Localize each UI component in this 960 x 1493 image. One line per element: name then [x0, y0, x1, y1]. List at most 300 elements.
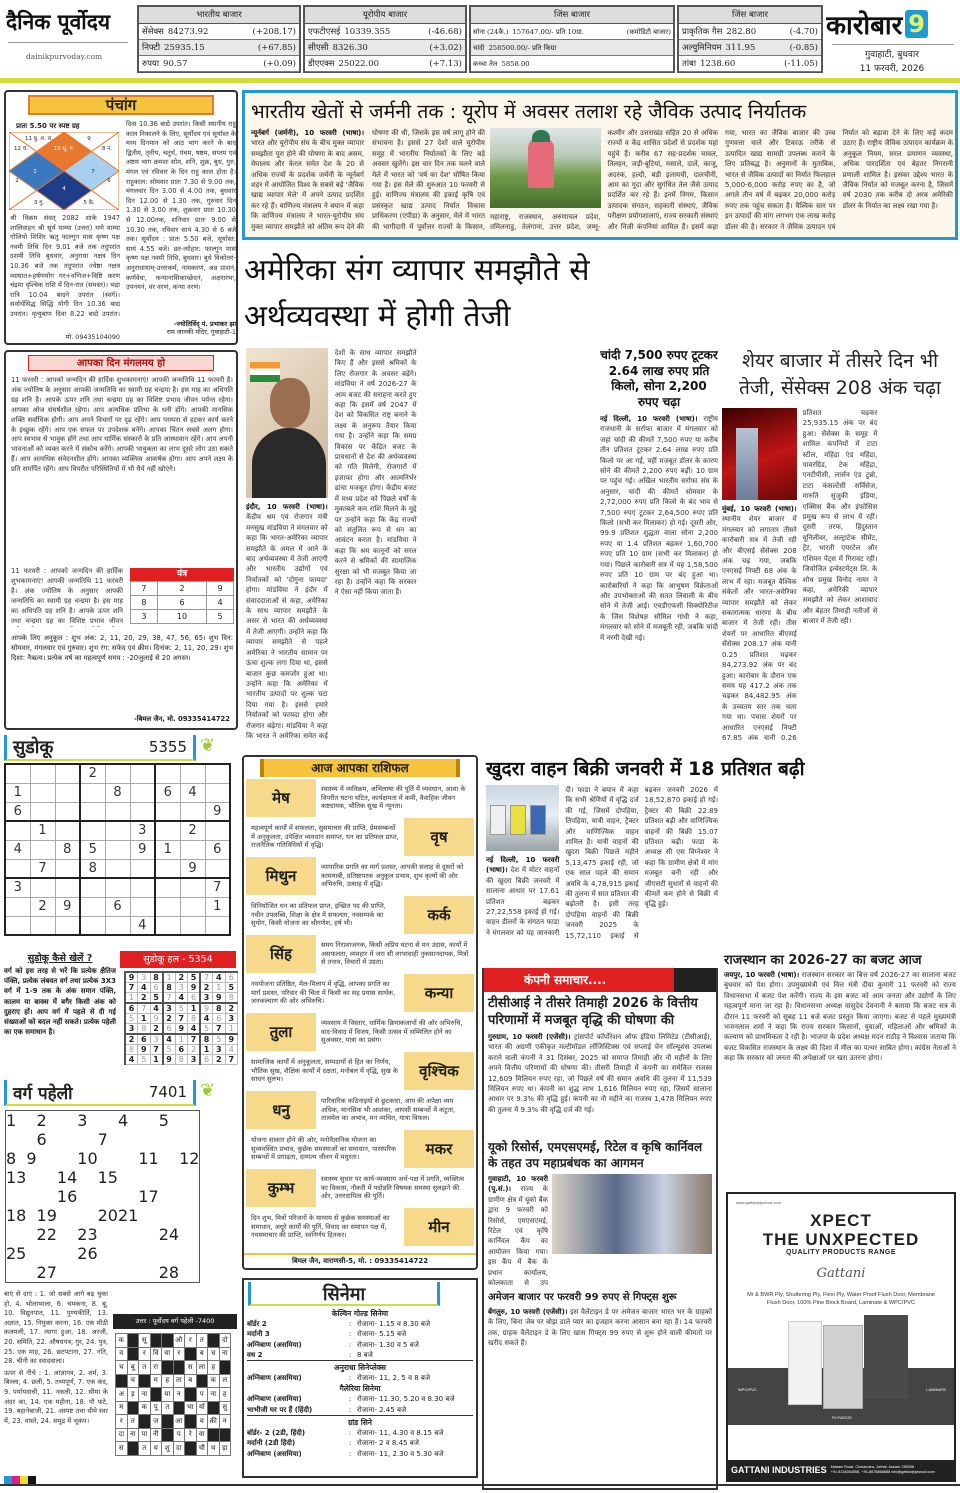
rashi-text: स्वास्थ्य में व्यतिक्रम, अभिलाषा की पूर्ति में व्यवधान, आशा के विपरीत घटना घटित, कार्यक्षमता में कमी, वैवाहिक जीवन कष्टदायक, भौतिक सुख में न्यूनता। [316, 784, 474, 812]
answer-block [116, 1374, 128, 1388]
rashifal-box [242, 755, 478, 1270]
crossword-block [179, 1130, 200, 1149]
solution-cell: 8 [213, 1003, 226, 1014]
crossword-cell[interactable] [37, 1244, 57, 1263]
crossword-answer-grid [115, 1333, 231, 1456]
vahan-dateline: नई दिल्ली, 10 फरवरी (भाषा)। [486, 856, 560, 875]
show-times: रोजाना- 2 व 8.45 बजे [357, 1439, 419, 1448]
company-section-title: कंपनी समाचार.... [484, 968, 716, 992]
sudoku-cell[interactable] [105, 821, 130, 840]
crossword-cell[interactable] [77, 1263, 97, 1283]
crossword-cell[interactable]: 8 [6, 1149, 17, 1168]
sudoku-cell[interactable]: 4 [5, 840, 30, 859]
market-title: भारतीय बाजार [139, 7, 299, 24]
answer-cell: क [139, 1401, 151, 1415]
sudoku-cell[interactable] [155, 878, 180, 897]
rajasthan-headline: राजस्थान का 2026-27 का बजट आज [724, 953, 922, 968]
gattani-advertisement[interactable] [726, 1192, 956, 1482]
solution-cell: 9 [175, 1024, 188, 1035]
market-value: 84273.92 [167, 27, 209, 37]
sudoku-cell[interactable] [55, 764, 80, 783]
sudoku-cell[interactable]: 2 [180, 821, 205, 840]
date: 11 फरवरी, 2026 [859, 64, 925, 74]
crossword-cell[interactable]: 16 [56, 1187, 78, 1206]
crossword-cell[interactable] [6, 1263, 27, 1283]
jaivik-headline: भारतीय खेतों से जर्मनी तक : यूरोप में अवसर तलाश रहे जैविक उत्पाद निर्यातक [251, 100, 807, 123]
crossword-cell[interactable] [26, 1187, 36, 1206]
answer-cell: स [116, 1442, 128, 1456]
sudoku-cell[interactable] [205, 821, 230, 840]
sudoku-cell[interactable]: 1 [205, 897, 230, 916]
crossword-cell[interactable] [6, 1225, 27, 1244]
crossword-cell[interactable]: 22 [36, 1225, 57, 1244]
sudoku-cell[interactable]: 7 [30, 859, 55, 878]
crossword-cell[interactable]: 23 [77, 1225, 98, 1244]
rashi-item [246, 779, 474, 817]
crossword-cell[interactable] [37, 1168, 57, 1187]
sudoku-cell[interactable] [30, 764, 55, 783]
sudoku-cell[interactable] [55, 821, 80, 840]
kundali-house: 3 गु. [33, 200, 45, 206]
crossword-cell[interactable] [6, 1130, 27, 1149]
answer-block [162, 1428, 174, 1442]
crossword-cell[interactable]: 27 [36, 1263, 57, 1282]
crossword-cell[interactable]: 10 [77, 1149, 98, 1168]
answer-block [185, 1442, 197, 1456]
sudoku-cell[interactable] [130, 859, 155, 878]
sudoku-cell[interactable]: 8 [80, 859, 105, 878]
market-value: 5858.00 [501, 60, 530, 68]
sudoku-cell[interactable] [155, 916, 180, 935]
crossword-cell[interactable] [179, 1263, 200, 1283]
answer-block [150, 1334, 162, 1348]
crossword-cell[interactable]: 13 [6, 1168, 27, 1187]
sudoku-cell[interactable]: 1 [5, 783, 30, 802]
crossword-cell[interactable]: 14 [56, 1168, 78, 1187]
sudoku-cell[interactable]: 3 [5, 878, 30, 897]
sudoku-cell[interactable]: 3 [130, 821, 155, 840]
answer-cell: सु [219, 1401, 231, 1415]
answer-cell: र [139, 1347, 151, 1361]
sudoku-cell[interactable]: 8 [105, 783, 130, 802]
crossword-block [138, 1263, 158, 1283]
share-dateline: मुंबई, 10 फरवरी (भाषा)। [722, 505, 797, 513]
movie-name: मर्दानी 3 [247, 1330, 270, 1339]
show-row [247, 1405, 473, 1415]
solution-cell: 1 [188, 1003, 201, 1014]
sudoku-cell[interactable]: 9 [130, 840, 155, 859]
sudoku-cell[interactable] [5, 916, 30, 935]
market-value: 1238.60 [700, 59, 736, 69]
sudoku-cell[interactable]: 4 [180, 783, 205, 802]
show-row [247, 1449, 473, 1459]
show-times: रोजाना- 11.30, 5.20 व 8.30 बजे [357, 1395, 455, 1404]
a1-text: ट्रांसपोर्ट कॉर्पोरेशन ऑफ इंडिया लिमिटेड (टीसीआई), भारत की अग्रणी एकीकृत मल्टीमॉडल लॉजिस्टिक्स एवं सप्लाई चेन सॉल्यूशंस उपलब्ध कराने वाली कंपनी ने 31 दिसंबर, 2025 को समाप्त तिमाही और नौ महीनों के लिए अपने वित्तीय परिणामों की घोषणा की। तीसरी तिमाही में कंपनी का समेकित राजस्व 12,609 मिलियन रुपए रहा, जो पिछले वर्ष की समान अवधि की तुलना में 11,539 मिलियन रुपए था। कंपनी का शुद्ध लाभ 1,616 मिलियन रुपए रहा, जिसमें सालाना आधार पर 9.3% की वृद्धि हुई। कंपनी का नौ महीने का राजस्व 1,478 मिलियन रुपए की तुलना में 9.3% की वृद्धि दर्ज की गई। [488, 1033, 712, 1114]
rashi-item [246, 1169, 474, 1207]
crossword-cell[interactable] [77, 1187, 97, 1206]
crossword-cell[interactable]: 2 [36, 1111, 47, 1130]
sudoku-cell[interactable]: 9 [55, 897, 80, 916]
ad-logo: Gattani [816, 1266, 866, 1281]
greenhouse-photo [490, 128, 601, 208]
crossword-cell[interactable]: 15 [97, 1168, 118, 1187]
crossword-cell[interactable] [98, 1149, 118, 1168]
crossword-cell[interactable]: 28 [158, 1263, 180, 1282]
sudoku-cell[interactable]: 6 [155, 783, 180, 802]
crossword-cell[interactable]: 17 [138, 1187, 159, 1206]
solution-cell: 4 [163, 1034, 176, 1045]
crossword-cell[interactable]: 12 [179, 1149, 200, 1168]
sudoku-cell[interactable] [5, 821, 30, 840]
solution-cell: 3 [138, 972, 151, 983]
america-headline: अमेरिका संग व्यापार समझौते से अर्थव्यवस्था में होगी तेजी [244, 253, 590, 334]
solution-cell: 9 [188, 983, 201, 993]
solution-cell: 4 [200, 1014, 213, 1024]
show-times: रोजाना- 11, 2.30 व 5.30 बजे [357, 1449, 444, 1458]
solution-cell: 5 [225, 983, 238, 993]
answer-cell: बू [127, 1361, 139, 1375]
market-row [305, 40, 465, 56]
sudoku-cell[interactable] [30, 802, 55, 821]
separator: : [348, 1350, 352, 1359]
solution-cell: 4 [125, 1055, 138, 1065]
sudoku-cell[interactable] [55, 878, 80, 897]
solution-cell: 7 [125, 983, 138, 993]
solution-cell: 6 [188, 993, 201, 1004]
crossword-cell[interactable]: 5 [158, 1111, 169, 1130]
jaivik-text: भारत और यूरोपीय संघ के बीच मुक्त व्यापार समझौता पूरा होने की घोषणा के बाद असम, मेघालय और केरल समेत देश के 20 से अधिक राज्यों के प्रदर्शक जर्मनी के न्यूर्नबर्ग शहर में आयोजित विश्व के सबसे बड़े 'जैविक खाद्य व्यापार मेले' में अपने उत्पाद प्रदर्शित कर रहे हैं। वाणिज्य मंत्रालय ने बयान में कहा कि वाणिज्य मंत्रालय ने भारत-यूरोपीय संघ मुक्त व्यापार समझौते को अंतिम रूप देने की घोषणा की थी, जिसके इस वर्ष लागू होने की संभावना है। इससे 27 देशों वाले यूरोपीय समूह में भारतीय निर्यातकों के लिए बड़े अवसर खुलेंगे। इस चार दिन तक चलने वाले मेले में भारत को 'वर्ष का देश' घोषित किया गया है। इस मेले की शुरुआत 10 फरवरी से हुई। वाणिज्य मंत्रालय की इकाई कृषि एवं प्रसंस्कृत खाद्य उत्पाद निर्यात विकास प्राधिकरण (एपीडा) के अनुसार, मेले में भारत की भागीदारी में पूर्वोत्तर राज्यों के किसान, [251, 129, 485, 231]
website[interactable]: dainikpurvoday.com [26, 52, 103, 61]
rashi-item [246, 935, 474, 973]
crossword-cell[interactable] [159, 1244, 179, 1263]
solution-cell: 5 [175, 1003, 188, 1014]
crossword-cell[interactable] [179, 1111, 200, 1131]
sudoku-cell[interactable] [130, 783, 155, 802]
solution-cell: 2 [138, 993, 151, 1004]
sudoku-cell[interactable] [155, 821, 180, 840]
article-chandi [600, 348, 718, 753]
market-value: 10339.355 [344, 27, 391, 37]
sudoku-cell[interactable] [155, 897, 180, 916]
answer-cell: त [196, 1334, 208, 1348]
market-row [679, 40, 821, 56]
market-change: (-4.70) [789, 27, 818, 37]
crossword-cell[interactable] [57, 1130, 77, 1149]
sudoku-cell[interactable] [180, 840, 205, 859]
solution-cell: 1 [125, 993, 138, 1004]
city-day: गुवाहाटी, बुधवार [865, 50, 919, 60]
kundali-house: 9 [87, 136, 91, 142]
sudoku-cell[interactable] [155, 859, 180, 878]
sudoku-cell[interactable]: 6 [5, 802, 30, 821]
sudoku-cell[interactable] [30, 916, 55, 935]
movie-name: अग्निबाण (असमिया) [247, 1395, 302, 1404]
sudoku-cell[interactable] [80, 802, 105, 821]
cinema-hall [247, 1415, 473, 1459]
yantra-cell: 9 [207, 582, 234, 596]
crossword-cell[interactable]: 6 [36, 1130, 47, 1149]
answer-cell: ब [196, 1347, 208, 1361]
sudoku-cell[interactable] [30, 878, 55, 897]
answer-cell: दो [219, 1334, 231, 1348]
rashi-name: कुम्भ [246, 1169, 316, 1207]
crossword-cell[interactable]: 18 [6, 1206, 27, 1225]
answer-block [162, 1361, 174, 1375]
sudoku-cell[interactable] [105, 802, 130, 821]
market-title: जिंस बाजार [679, 7, 821, 24]
sudoku-cell[interactable]: 4 [130, 916, 155, 935]
sudoku-cell[interactable] [105, 859, 130, 878]
sudoku-cell[interactable] [130, 802, 155, 821]
solution-cell: 3 [188, 1055, 201, 1065]
crossword-cell[interactable] [57, 1263, 77, 1283]
sudoku-cell[interactable] [80, 916, 105, 935]
kundali-house: 7 [91, 169, 95, 175]
solution-cell: 5 [200, 1024, 213, 1035]
market-value: 282.80 [726, 27, 757, 37]
show-row [247, 1438, 473, 1448]
crossword-cell[interactable] [26, 1168, 36, 1187]
crossword-cell[interactable] [179, 1168, 200, 1187]
answer-cell: ना [139, 1388, 151, 1402]
sudoku-cell[interactable] [5, 859, 30, 878]
crossword-cell[interactable] [26, 1111, 36, 1131]
solution-cell: 4 [150, 1003, 163, 1014]
crossword-cell[interactable] [138, 1244, 158, 1263]
stock-exchange-photo [722, 408, 797, 500]
sudoku-cell[interactable] [30, 783, 55, 802]
article-america [242, 244, 598, 754]
crossword-cell[interactable] [26, 1206, 36, 1225]
crossword-cell[interactable]: 11 [138, 1149, 159, 1168]
answer-cell: प [173, 1428, 185, 1442]
crossword-cell[interactable] [138, 1206, 158, 1225]
market-name: एफटीएसई [308, 27, 341, 37]
solution-cell: 1 [200, 1045, 213, 1055]
crossword-cell[interactable] [179, 1206, 200, 1225]
sudoku-cell[interactable] [105, 840, 130, 859]
separator: : [348, 1330, 352, 1339]
sudoku-cell[interactable] [180, 802, 205, 821]
crossword-block [6, 1187, 27, 1206]
crossword-cell[interactable] [159, 1130, 179, 1149]
crossword-block [159, 1206, 179, 1225]
solution-cell: 2 [163, 1014, 176, 1024]
crossword-cell[interactable] [118, 1168, 138, 1187]
crossword-block [37, 1149, 57, 1168]
panchang-phone: मो. 09435104090 [65, 333, 120, 341]
crossword-cell[interactable]: 9 [26, 1149, 37, 1168]
answer-cell: क़ी [208, 1415, 220, 1429]
sudoku-cell[interactable]: 7 [205, 878, 230, 897]
sudoku-cell[interactable] [80, 783, 105, 802]
solution-cell: 6 [150, 983, 163, 993]
sudoku-cell[interactable]: 8 [55, 840, 80, 859]
answer-block [127, 1334, 139, 1348]
crossword-cell[interactable] [118, 1244, 138, 1263]
bottom-rule [0, 1484, 960, 1486]
kundali-house: 12 च. [14, 146, 28, 152]
market-name: सेंसेक्स [142, 27, 164, 37]
kundali-house: 2 [15, 178, 19, 184]
share-body [722, 408, 958, 753]
crossword-cell[interactable] [138, 1111, 158, 1131]
sudoku-cell[interactable] [5, 764, 30, 783]
crossword-cell[interactable] [98, 1244, 118, 1263]
sudoku-cell[interactable] [205, 859, 230, 878]
sudoku-cell[interactable]: 2 [80, 764, 105, 783]
crossword-cell[interactable]: 4 [117, 1111, 129, 1130]
answer-cell: रे [185, 1428, 197, 1442]
solution-cell: 7 [225, 1055, 238, 1065]
answer-block [127, 1347, 139, 1361]
sudoku-cell[interactable]: 5 [80, 840, 105, 859]
masthead [0, 0, 960, 84]
leaf-decoration-icon: ❦ [200, 1080, 216, 1101]
sudoku-cell[interactable] [180, 878, 205, 897]
crossword-cell[interactable]: 24 [158, 1225, 180, 1244]
crossword-cell[interactable] [118, 1130, 138, 1149]
cinema-hall [247, 1308, 473, 1360]
crossword-block [159, 1168, 179, 1187]
movie-name: अग्निबाण (असमिया) [247, 1340, 302, 1349]
rashi-text: विनियोजित धन का प्रतिफल प्राप्त, इच्छित पद की प्राप्ति, नवीन उपलब्धि, शिक्षा के क्षेत्र में सफलता, नवसम्पर्क का सुयोग, किसी योजना का श्रीगणेश, हर्ष भी। [246, 901, 404, 929]
crossword-cell[interactable] [138, 1168, 158, 1187]
sudoku-cell[interactable]: 1 [30, 821, 55, 840]
market-change: (+7.13) [429, 59, 462, 69]
crossword-cell[interactable]: 7 [97, 1130, 108, 1149]
sudoku-cell[interactable] [205, 764, 230, 783]
sudoku-cell[interactable] [180, 897, 205, 916]
answer-block [127, 1442, 139, 1456]
sudoku-cell[interactable] [80, 878, 105, 897]
crossword-cell[interactable]: 25 [6, 1244, 27, 1263]
a2-dateline: गुवाहाटी, 10 फरवरी (पू.सं.)। [488, 1175, 548, 1194]
crossword-cell[interactable]: 1 [6, 1111, 17, 1130]
ad-label-mid: PLYWOOD [832, 1415, 853, 1420]
crossword-block [26, 1263, 36, 1283]
sudoku-cell[interactable] [55, 859, 80, 878]
crossword-cell[interactable]: 21 [117, 1206, 139, 1225]
crossword-cell[interactable]: 3 [77, 1111, 88, 1130]
sudoku-cell[interactable] [105, 878, 130, 897]
answer-cell: त [139, 1442, 151, 1456]
crossword-cell[interactable]: 20 [97, 1206, 118, 1225]
sudoku-cell[interactable] [105, 764, 130, 783]
chandi-text: राष्ट्रीय राजधानी के सर्राफा बाजार में मंगलवार को जहां चांदी की कीमतें 7,500 रुपए या करीब तीन प्रतिशत टूटकर 2.64 लाख रुपए प्रति किलो पर आ गईं, वहीं मजबूत डॉलर के कारण सोने की कीमतें 2,200 रुपए बढ़ीं। 10 ग्राम पर पहुंच गई। अखिल भारतीय सर्राफा संघ के अनुसार, चांदी की कीमतें सोमवार के 2,72,000 रुपए प्रति किलो के बंद भाव से 7,500 रुपए टूटकर 2,64,500 रुपए प्रति किलो (सभी कर मिलाकर) हो गई। दूसरी ओर, 99.9 प्रतिशत शुद्धता वाला सोना 2,200 रुपए या 1.4 प्रतिशत बढ़कर 1,60,700 रुपए प्रति 10 ग्राम (सभी कर मिलाकर) हो गया। पिछले कारोबारी सत्र में यह 1,58,500 रुपए प्रति 10 ग्राम पर बंद हुआ था। कारोबारियों ने कहा कि आभूषण विक्रेताओं और उपभोक्ताओं की सतत लिवाली के बीच सोने में तेजी आई। एचडीएफसी सिक्योरिटीज के जिंस विशेषज्ञ सौमिल गांधी ने कहा, मंगलवार को सोने में मजबूती रही, जबकि चांदी में नरमी देखी गई। [600, 415, 718, 642]
crossword-cell[interactable] [118, 1225, 138, 1244]
separator: : [348, 1395, 352, 1404]
sudoku-cell[interactable] [55, 916, 80, 935]
rashi-name: वृश्चिक [404, 1052, 474, 1090]
market-name: निफ्टी [142, 43, 161, 53]
sudoku-cell[interactable] [105, 916, 130, 935]
sudoku-solution-grid [124, 971, 238, 1065]
sudoku-cell[interactable] [80, 897, 105, 916]
crossword-cell[interactable] [179, 1225, 200, 1244]
sudoku-cell[interactable] [130, 897, 155, 916]
sudoku-cell[interactable] [80, 821, 105, 840]
panchang-box [4, 90, 238, 345]
crossword-block [37, 1187, 57, 1206]
crossword-cell[interactable] [118, 1263, 138, 1283]
market-change: (-0.85) [789, 43, 818, 53]
sudoku-cell[interactable] [180, 764, 205, 783]
crossword-cell[interactable] [26, 1244, 36, 1263]
cinema-hall [247, 1383, 473, 1415]
rashi-text: व्यवसाय में विस्तार, धार्मिक क्रियाकलापों की ओर अभिरुचि, वाद-विवाद में विजय, किसी उत्सव में सम्मिलित होने का सुअवसर, यात्रा का प्रसंग। [316, 1018, 474, 1046]
crossword-cell[interactable] [57, 1225, 77, 1244]
market-table [677, 5, 823, 73]
registration-marks [4, 1476, 36, 1484]
sudoku-cell[interactable]: 6 [205, 840, 230, 859]
solution-cell: 2 [175, 972, 188, 983]
a3-headline: अमेजन बाजार पर फरवरी 99 रुपए से गिफ्ट्स शुरू [488, 1292, 677, 1303]
answer-cell: क [116, 1334, 128, 1348]
yantra-cell: 2 [157, 582, 206, 596]
sudoku-cell[interactable]: 9 [180, 859, 205, 878]
america-text: केंद्रीय श्रम एवं रोजगार मंत्री मनसुख मांडविया ने मंगलवार को कहा कि भारत-अमेरिका व्यापार समझौते के अमल में आने के बाद अर्थव्यवस्था में तेजी आएगी और भारतीय उद्योगों एवं निर्यातकों को 'दोगुना फायदा' होगा। मांडविया ने इंदौर में संवाददाताओं से कहा, अमेरिका के साथ व्यापार समझौते के असर से भारत की अर्थव्यवस्था में तेजी आएगी। उन्होंने कहा कि व्यापार समझौते से पहले अमेरिका ने भारतीय सामान पर ऊंचा शुल्क लगा दिया था, इससे बाजार कुछ कमजोर हुआ था। उन्होंने कहा कि अमेरिका में भारतीय उत्पादों पर शुल्क घटा दिया गया है। इससे हमारे निर्यातकों को फायदा होगा और रोजगार बढ़ेगा। मांडविया ने कहा कि भारत ने अमेरिका समेत कई देशों के साथ व्यापार समझौते किए हैं और इससे श्रमिकों के लिए रोजगार के अवसर बढ़ेंगे। मांडविया ने वर्ष 2026-27 के आम बजट की सराहना करते हुए कहा कि इसमें वर्ष 2047 में देश को विकसित राष्ट्र बनाने के लक्ष्य के अनुरूप तैयार किया गया है। उन्होंने कहा कि समग्र विकास पर केंद्रित बजट के प्रावधानों से देश की अर्थव्यवस्था को गति मिलेगी, रोजगारों में इजाफा होगा और आत्मनिर्भर ढांचा मजबूत होगा। केंद्रीय बजट में मध्य प्रदेश को पिछले वर्षों के मुकाबले कम राशि मिलने के मुद्दे पर उन्होंने कहा कि केंद्र राज्यों को संतुलित रूप से धन का आवंटन करता है। मांडविया ने कहा कि श्रम कानूनों को सरल करने से श्रमिकों की सामाजिक सुरक्षा को भी मजबूत किया जा रहा है। उन्होंने कहा कि सरकार ने ऐसा नहीं किया जाता है। [246, 349, 417, 740]
sudoku-cell[interactable] [5, 897, 30, 916]
sudoku-cell[interactable] [155, 764, 180, 783]
rashi-name: मकर [404, 1130, 474, 1168]
rashi-name: मेष [246, 779, 316, 817]
yantra-cell: 4 [207, 596, 234, 610]
sudoku-cell[interactable] [55, 783, 80, 802]
jaivik-dateline: न्यूर्नबर्ग (जर्मनी), 10 फरवरी (भाषा)। [251, 129, 364, 137]
crossword-cell[interactable] [159, 1149, 179, 1168]
sudoku-cell[interactable]: 2 [30, 897, 55, 916]
crossword-cell[interactable] [77, 1130, 97, 1149]
answer-cell: म [116, 1401, 128, 1415]
crossword-grid[interactable] [5, 1110, 200, 1283]
crossword-block [26, 1130, 36, 1149]
solution-cell: 6 [175, 1045, 188, 1055]
crossword-cell[interactable]: 26 [77, 1244, 98, 1263]
a1-dateline: गुरुग्राम, 10 फरवरी (एजेंसी)। [488, 1033, 571, 1041]
sudoku-cell[interactable]: 9 [205, 802, 230, 821]
ad-line1: XPECT [810, 1211, 872, 1230]
crossword-block [98, 1111, 118, 1131]
answer-block [139, 1374, 151, 1388]
sudoku-cell[interactable] [180, 916, 205, 935]
crossword-cell[interactable]: 19 [36, 1206, 57, 1225]
ad-website: www.gattaniplywood.com [736, 1200, 781, 1205]
crossword-cell[interactable] [159, 1187, 179, 1206]
movie-name: अग्निबाण (असमिया) [247, 1449, 302, 1458]
sudoku-cell[interactable] [130, 764, 155, 783]
solution-cell: 2 [200, 983, 213, 993]
crossword-cell[interactable] [179, 1187, 200, 1206]
sudoku-cell[interactable] [30, 840, 55, 859]
sudoku-cell[interactable] [205, 783, 230, 802]
answer-cell: भा [185, 1401, 197, 1415]
solution-cell: 6 [138, 1034, 151, 1045]
answer-cell: ह [208, 1361, 220, 1375]
sudoku-cell[interactable]: 6 [105, 897, 130, 916]
solution-cell: 9 [163, 1055, 176, 1065]
sudoku-cell[interactable] [205, 916, 230, 935]
answer-cell: त [127, 1415, 139, 1429]
ad-line2: THE UNXPECTED [762, 1230, 920, 1249]
sudoku-cell[interactable] [155, 802, 180, 821]
sudoku-cell[interactable] [130, 878, 155, 897]
crossword-block [26, 1225, 36, 1244]
market-change: (+208.17) [252, 27, 296, 37]
sudoku-cell[interactable] [55, 802, 80, 821]
sudoku-cell[interactable]: 1 [155, 840, 180, 859]
market-name: कच्चा तेल [473, 60, 498, 68]
